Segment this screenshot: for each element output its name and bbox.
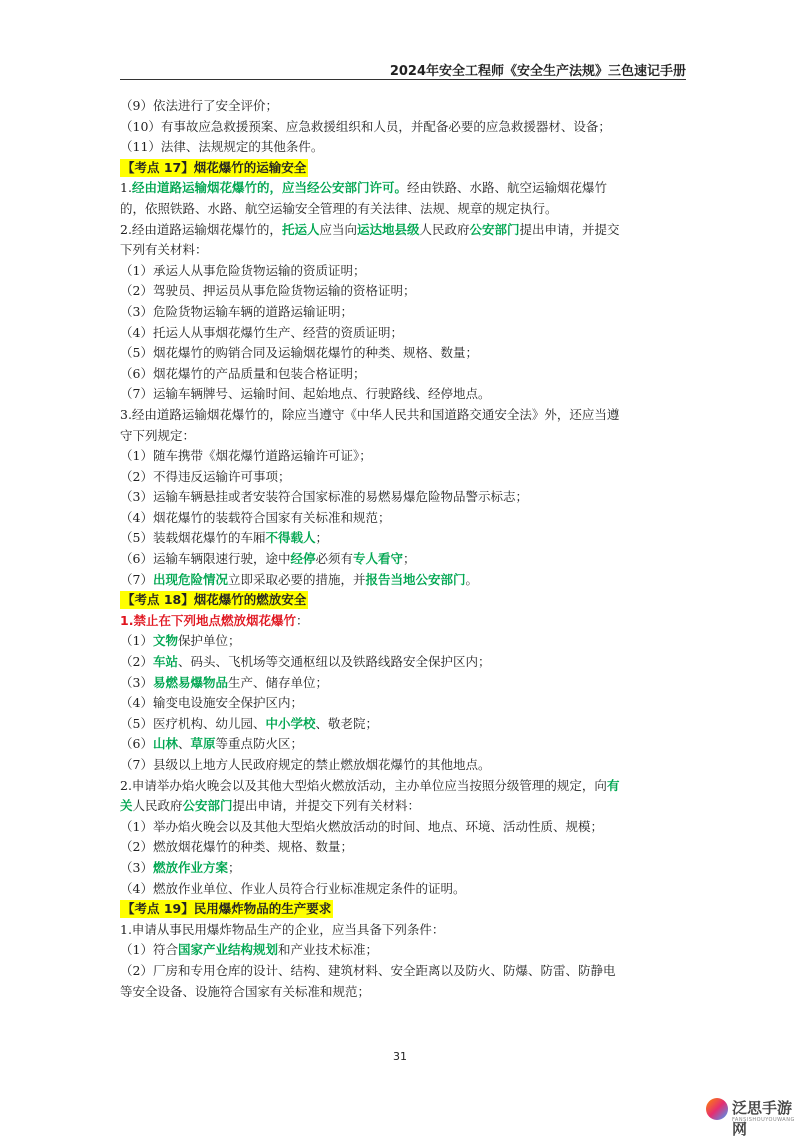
text-line <box>120 261 686 282</box>
text-segment: （11）法律、法规规定的其他条件。 <box>120 139 324 155</box>
text-segment: ： <box>295 612 309 628</box>
text-line <box>120 734 686 755</box>
watermark-subtext: FANSISHOUYOUWANG <box>732 1117 795 1123</box>
text-line <box>120 178 686 199</box>
key-term-green: 公安部门 <box>469 221 520 237</box>
key-term-green: 公安部门 <box>182 798 233 814</box>
key-term-green: 报告当地公安部门 <box>365 571 466 587</box>
text-line <box>120 693 686 714</box>
key-term-green: 中小学校 <box>265 715 316 731</box>
text-segment: （6） <box>120 736 153 752</box>
key-term-green: 燃放作业方案 <box>152 859 228 875</box>
text-line <box>120 405 686 426</box>
text-segment: ； <box>227 859 241 875</box>
key-term-green: 托运人 <box>281 221 320 237</box>
text-segment: 。 <box>465 571 479 587</box>
text-segment: （2） <box>120 654 153 670</box>
text-line <box>120 117 686 138</box>
key-term-green: 不得载人 <box>265 530 316 546</box>
text-segment: 人民政府 <box>132 798 183 814</box>
text-line <box>120 364 686 385</box>
text-segment: ； <box>315 530 328 546</box>
key-term-green: 关 <box>120 798 133 814</box>
text-segment: （10）有事故应急救援预案、应急救援组织和人员，并配备必要的应急救援器材、设备； <box>120 118 611 134</box>
text-line <box>120 796 686 817</box>
key-term-red: 禁止在下列地点燃放烟花爆竹 <box>133 612 296 628</box>
text-segment: （1）承运人从事危险货物运输的资质证明； <box>120 262 366 278</box>
text-line <box>120 940 686 961</box>
text-line <box>120 220 686 241</box>
text-line <box>120 281 686 302</box>
text-segment: （3）运输车辆悬挂或者安装符合国家标准的易燃易爆危险物品警示标志； <box>120 489 528 505</box>
text-line <box>120 858 686 879</box>
text-segment: 、 <box>177 736 191 752</box>
text-segment: 经由铁路、水路、航空运输烟花爆竹 <box>406 180 607 196</box>
text-line <box>120 714 686 735</box>
text-segment: 1. <box>120 180 132 196</box>
text-line <box>120 487 686 508</box>
text-segment: 3.经由道路运输烟花爆竹的，除应当遵守《中华人民共和国道路交通安全法》外，还应当遵 <box>120 406 620 422</box>
text-segment: （2）燃放烟花爆竹的种类、规格、数量； <box>120 839 353 855</box>
text-segment: （6）运输车辆限速行驶，途中 <box>120 551 291 567</box>
text-line <box>120 611 686 632</box>
text-segment: 和产业技术标准； <box>277 942 378 958</box>
text-segment: （4）燃放作业单位、作业人员符合行业标准规定条件的证明。 <box>120 880 466 896</box>
text-segment: 1.申请从事民用爆炸物品生产的企业，应当具备下列条件： <box>120 921 445 937</box>
page-header-title: 2024年安全工程师《安全生产法规》三色速记手册 <box>389 64 686 79</box>
text-segment: 守下列规定： <box>120 427 196 443</box>
text-segment: （7） <box>120 571 153 587</box>
text-line <box>120 899 686 920</box>
text-segment: （1）举办焰火晚会以及其他大型焰火燃放活动的时间、地点、环境、活动性质、规模； <box>120 818 603 834</box>
text-segment: （1）符合 <box>120 942 178 958</box>
key-term-green: 经停 <box>290 551 316 567</box>
text-line <box>120 508 686 529</box>
key-term-red: 1. <box>120 612 134 628</box>
text-line <box>120 528 686 549</box>
text-line <box>120 590 686 611</box>
text-segment: （2）不得违反运输许可事项； <box>120 468 291 484</box>
header-rule <box>120 79 686 80</box>
text-segment: 、敬老院； <box>315 715 378 731</box>
text-segment: （1）随车携带《烟花爆竹道路运输许可证》； <box>120 448 372 464</box>
text-segment: ； <box>403 551 416 567</box>
key-term-green: 出现危险情况 <box>152 571 228 587</box>
key-term-green: 经由道路运输烟花爆竹的，应当经公安部门许可。 <box>131 180 407 196</box>
text-segment: 保护单位； <box>177 633 241 649</box>
text-line <box>120 961 686 982</box>
text-segment: （4）输变电设施安全保护区内； <box>120 695 303 711</box>
text-segment: （7）运输车辆牌号、运输时间、起始地点、行驶路线、经停地点。 <box>120 386 491 402</box>
text-segment: （5）烟花爆竹的购销合同及运输烟花爆竹的种类、规格、数量； <box>120 345 478 361</box>
text-segment: 应当向 <box>319 221 357 237</box>
text-line <box>120 96 686 117</box>
text-line <box>120 837 686 858</box>
key-term-green: 易燃易爆物品 <box>152 674 228 690</box>
key-term-green: 运达地县级 <box>356 221 420 237</box>
text-segment: 等重点防火区； <box>215 736 304 752</box>
text-segment: （2）厂房和专用仓库的设计、结构、建筑材料、安全距离以及防火、防爆、防雷、防静电 <box>120 962 616 978</box>
section-heading: 【考点 19】民用爆炸物品的生产要求 <box>122 901 332 917</box>
text-segment: （5）装载烟花爆竹的车厢 <box>120 530 266 546</box>
key-term-green: 有 <box>606 777 620 793</box>
text-line <box>120 982 686 1003</box>
text-segment: 立即采取必要的措施，并 <box>227 571 366 587</box>
key-term-green: 草原 <box>190 736 216 752</box>
text-segment: 2.经由道路运输烟花爆竹的， <box>120 221 282 237</box>
text-segment: （3） <box>120 859 153 875</box>
text-segment: （1） <box>120 633 153 649</box>
text-line <box>120 879 686 900</box>
text-line <box>120 240 686 261</box>
text-line <box>120 920 686 941</box>
text-line <box>120 549 686 570</box>
text-line <box>120 776 686 797</box>
text-segment: 下列有关材料： <box>120 242 208 258</box>
key-term-green: 山林 <box>152 736 178 752</box>
document-body <box>120 96 686 1002</box>
text-line <box>120 384 686 405</box>
text-line <box>120 323 686 344</box>
text-line <box>120 570 686 591</box>
text-segment: 生产、储存单位； <box>227 674 328 690</box>
text-segment: （3） <box>120 674 153 690</box>
text-line <box>120 137 686 158</box>
text-segment: （6）烟花爆竹的产品质量和包装合格证明； <box>120 365 366 381</box>
key-term-green: 专人看守 <box>353 551 404 567</box>
watermark-logo-icon <box>706 1098 728 1120</box>
text-segment: 提出申请，并提交 <box>519 221 620 237</box>
text-line <box>120 673 686 694</box>
text-segment: 的，依照铁路、水路、航空运输安全管理的有关法律、法规、规章的规定执行。 <box>120 200 558 216</box>
text-segment: （4）托运人从事烟花爆竹生产、经营的资质证明； <box>120 324 403 340</box>
text-line <box>120 817 686 838</box>
text-segment: 必须有 <box>315 551 353 567</box>
text-segment: 人民政府 <box>419 221 470 237</box>
text-segment: （2）驾驶员、押运员从事危险货物运输的资格证明； <box>120 283 416 299</box>
text-segment: 提出申请，并提交下列有关材料： <box>232 798 421 814</box>
watermark-text: 泛思手游网 <box>732 1099 793 1138</box>
page-number: 31 <box>393 1050 407 1063</box>
text-line <box>120 446 686 467</box>
text-segment: （3）危险货物运输车辆的道路运输证明； <box>120 303 353 319</box>
text-line <box>120 302 686 323</box>
text-line <box>120 755 686 776</box>
text-line <box>120 199 686 220</box>
key-term-green: 国家产业结构规划 <box>177 942 278 958</box>
watermark <box>706 1095 798 1138</box>
text-line <box>120 158 686 179</box>
section-heading: 【考点 18】烟花爆竹的燃放安全 <box>122 592 307 608</box>
key-term-green: 车站 <box>152 654 178 670</box>
text-segment: 2.申请举办焰火晚会以及其他大型焰火燃放活动，主办单位应当按照分级管理的规定，向 <box>120 777 607 793</box>
text-line <box>120 467 686 488</box>
text-segment: 、码头、飞机场等交通枢纽以及铁路线路安全保护区内； <box>177 654 491 670</box>
text-line <box>120 652 686 673</box>
section-heading: 【考点 17】烟花爆竹的运输安全 <box>122 159 307 175</box>
text-segment: （9）依法进行了安全评价； <box>120 98 278 113</box>
text-segment: （5）医疗机构、幼儿园、 <box>120 715 266 731</box>
text-line <box>120 343 686 364</box>
text-line <box>120 426 686 447</box>
key-term-green: 文物 <box>152 633 178 649</box>
text-segment: （7）县级以上地方人民政府规定的禁止燃放烟花爆竹的其他地点。 <box>120 757 491 772</box>
text-segment: 等安全设备、设施符合国家有关标准和规范； <box>120 983 371 999</box>
text-line <box>120 631 686 652</box>
text-segment: （4）烟花爆竹的装载符合国家有关标准和规范； <box>120 509 391 525</box>
